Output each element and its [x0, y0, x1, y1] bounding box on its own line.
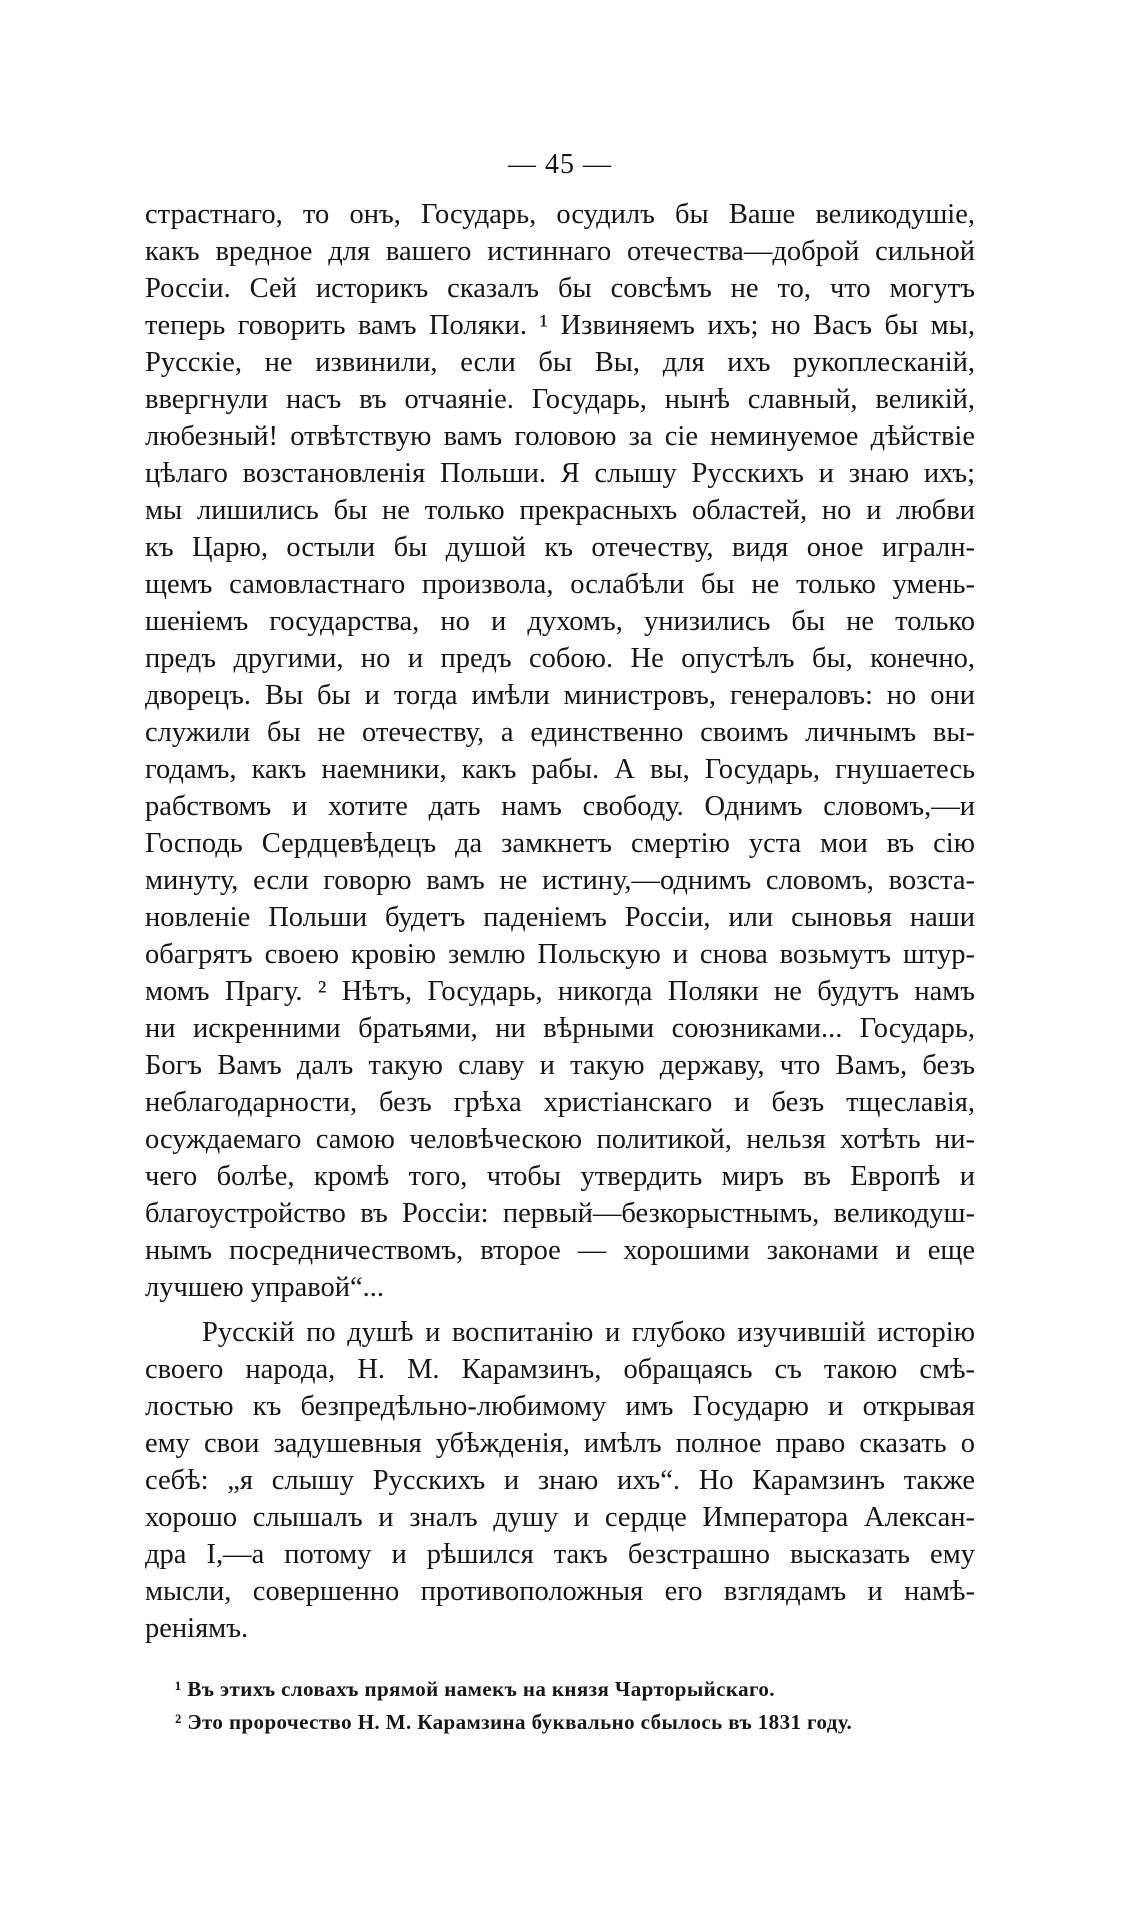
text-line: щемъ самовластнаго произвола, ослабѣли бы не только умень- — [145, 569, 975, 600]
text-line: мы лишились бы не только прекрасныхъ областей, но и любви — [145, 495, 975, 526]
footnote-2: ² Это пророчество Н. М. Карамзина буквально сбылось въ 1831 году. — [175, 1710, 853, 1734]
book-page — [145, 140, 975, 1739]
text-line: своего народа, Н. М. Карамзинъ, обращаясь съ такою смѣ- — [145, 1354, 975, 1385]
text-line: Господь Сердцевѣдецъ да замкнетъ смертію уста мои въ сію — [145, 828, 975, 859]
text-line: предъ другими, но и предъ собою. Не опустѣлъ бы, конечно, — [145, 643, 975, 674]
text-line: нымъ посредничествомъ, второе — хорошими законами и еще — [145, 1235, 975, 1266]
text-line: страстнаго, то онъ, Государь, осудилъ бы Ваше великодушіе, — [145, 199, 975, 230]
text-line: новленіе Польши будетъ паденіемъ Россіи, или сыновья наши — [145, 902, 975, 933]
text-line: себѣ: „я слышу Русскихъ и знаю ихъ“. Но Карамзинъ также — [145, 1465, 975, 1496]
text-line: любезный! отвѣтствую вамъ головою за сіе неминуемое дѣйствіе — [145, 421, 975, 452]
text-line: Богъ Вамъ далъ такую славу и такую державу, что Вамъ, безъ — [145, 1050, 975, 1081]
text-line: къ Царю, остыли бы душой къ отечеству, видя оное игралн- — [145, 532, 975, 563]
text-line: дворецъ. Вы бы и тогда имѣли министровъ, генераловъ: но они — [145, 680, 975, 711]
text-line: цѣлаго возстановленія Польши. Я слышу Русскихъ и знаю ихъ; — [145, 458, 975, 489]
footnotes — [145, 1673, 975, 1739]
page-number: — 45 — — [508, 149, 612, 180]
text-line: годамъ, какъ наемники, какъ рабы. А вы, Государь, гнушаетесь — [145, 754, 975, 785]
text-line: лостью къ безпредѣльно-любимому имъ Государю и открывая — [145, 1391, 975, 1422]
text-line: Русскій по душѣ и воспитанію и глубоко изучившій исторію — [202, 1317, 975, 1348]
text-line: осуждаемаго самою человѣческою политикой, нельзя хотѣть ни- — [145, 1124, 975, 1155]
text-line: ни искренними братьями, ни вѣрными союзниками... Государь, — [145, 1013, 975, 1044]
text-line: минуту, если говорю вамъ не истину,—однимъ словомъ, возста- — [145, 865, 975, 896]
text-line: чего болѣе, кромѣ того, чтобы утвердить миръ въ Европѣ и — [145, 1161, 975, 1192]
text-line: ему свои задушевныя убѣжденія, имѣлъ полное право сказать о — [145, 1428, 975, 1459]
text-line: служили бы не отечеству, а единственно своимъ личнымъ вы- — [145, 717, 975, 748]
text-line: хорошо слышалъ и зналъ душу и сердце Императора Алексан- — [145, 1502, 975, 1533]
text-line: дра I,—а потому и рѣшился такъ безстрашно высказать ему — [145, 1539, 975, 1570]
text-line: ввергнули насъ въ отчаяніе. Государь, нынѣ славный, великій, — [145, 384, 975, 415]
text-line: реніямъ. — [145, 1613, 249, 1644]
text-line: неблагодарности, безъ грѣха христіанскаго и безъ тщеславія, — [145, 1087, 975, 1118]
text-line: рабствомъ и хотите дать намъ свободу. Однимъ словомъ,—и — [145, 791, 975, 822]
text-line: благоустройство въ Россіи: первый—безкорыстнымъ, великодуш- — [145, 1198, 975, 1229]
text-line: момъ Прагу. ² Нѣтъ, Государь, никогда Поляки не будутъ намъ — [145, 976, 975, 1007]
text-line: обагрятъ своею кровію землю Польскую и снова возьмутъ штур- — [145, 939, 975, 970]
text-line: теперь говорить вамъ Поляки. ¹ Извиняемъ ихъ; но Васъ бы мы, — [145, 310, 975, 341]
text-line: лучшею управой“... — [145, 1272, 385, 1303]
footnote-1: ¹ Въ этихъ словахъ прямой намекъ на князя Чарторыйскаго. — [175, 1677, 775, 1701]
text-line: Россіи. Сей историкъ сказалъ бы совсѣмъ не то, что могутъ — [145, 273, 975, 304]
paragraph-gap — [145, 1306, 975, 1314]
paragraph-continued-quote — [145, 196, 975, 1306]
text-line: шеніемъ государства, но и духомъ, унизились бы не только — [145, 606, 975, 637]
paragraph-commentary — [145, 1314, 975, 1647]
text-line: Русскіе, не извинили, если бы Вы, для ихъ рукоплесканій, — [145, 347, 975, 378]
text-line: мысли, совершенно противоположныя его взглядамъ и намѣ- — [145, 1576, 975, 1607]
text-line: какъ вредное для вашего истиннаго отечества—доброй сильной — [145, 236, 975, 267]
